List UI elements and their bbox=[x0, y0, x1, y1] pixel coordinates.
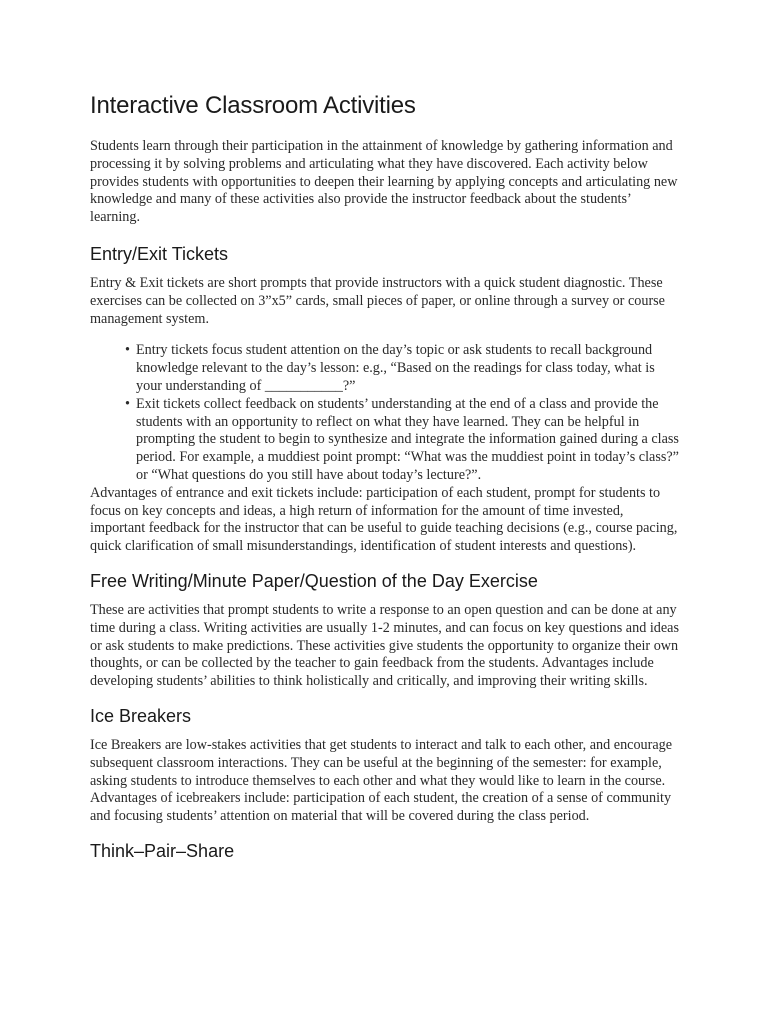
advantages-paragraph: Advantages of entrance and exit tickets include: participation of each student, prompt for students to focus on key concepts and ideas, a high return of information for the amount of time invested, important feedback for the instructor that can be useful to guide teaching decisions (e.g., course pacing, quick clarification of small misunderstandings, identification of student interests and questions). bbox=[90, 484, 678, 555]
section-entry-exit-tickets bbox=[90, 243, 680, 556]
bullet-icon: • bbox=[125, 342, 130, 359]
section-heading: Think–Pair–Share bbox=[90, 840, 235, 861]
section-heading: Entry/Exit Tickets bbox=[90, 243, 229, 264]
list-item bbox=[125, 396, 680, 485]
section-heading: Ice Breakers bbox=[90, 705, 192, 726]
section-heading: Free Writing/Minute Paper/Question of the Day Exercise bbox=[90, 570, 538, 591]
document-page bbox=[90, 92, 680, 876]
bullet-icon: • bbox=[125, 395, 130, 412]
section-body: Ice Breakers are low-stakes activities that get students to interact and talk to each other, and encourage subsequent classroom interactions. They can be useful at the beginning of the semester: for example, asking students to introduce themselves to each other and what they would like to learn in the course. Advantages of icebreakers include: participation of each student, the creation of a sense of community and focusing students’ attention on material that will be covered during the class period. bbox=[90, 736, 673, 825]
list-item-text: Exit tickets collect feedback on students’ understanding at the end of a class and provide the students with an opportunity to reflect on what they have learned. They can be helpful in prompting the student to begin to synthesize and integrate the information gained during a class period. For example, a muddiest point prompt: “What was the muddiest point in today’s class?” or “What questions do you still have about today’s lecture?”. bbox=[136, 395, 679, 483]
section-free-writing bbox=[90, 570, 680, 691]
section-body: These are activities that prompt students to write a response to an open question and can be done at any time during a class. Writing activities are usually 1-2 minutes, and can focus on key questions and ideas or ask students to make predictions. These activities give students the opportunity to organize their own thoughts, or can be collected by the teacher to gain feedback from the students. Advantages include developing students’ abilities to think holistically and critically, and improving their writing skills. bbox=[90, 601, 679, 690]
section-body: Entry & Exit tickets are short prompts that provide instructors with a quick student diagnostic. These exercises can be collected on 3”x5” cards, small pieces of paper, or online through a survey or course management system. bbox=[90, 274, 665, 327]
section-think-pair-share bbox=[90, 840, 680, 862]
list-item-text: Entry tickets focus student attention on the day’s topic or ask students to recall background knowledge relevant to the day’s lesson: e.g., “Based on the readings for class today, what is your understanding of ___________?” bbox=[136, 342, 655, 394]
page-title: Interactive Classroom Activities bbox=[90, 92, 416, 119]
bullet-list bbox=[90, 342, 680, 484]
list-item bbox=[125, 342, 680, 395]
intro-paragraph: Students learn through their participation in the attainment of knowledge by gathering information and processing it by solving problems and articulating what they have discovered. Each activity below provides students with opportunities to deepen their learning by applying concepts and articulating new knowledge and many of these activities also provide the instructor feedback about the students’ learning. bbox=[90, 138, 678, 226]
section-ice-breakers bbox=[90, 705, 680, 826]
